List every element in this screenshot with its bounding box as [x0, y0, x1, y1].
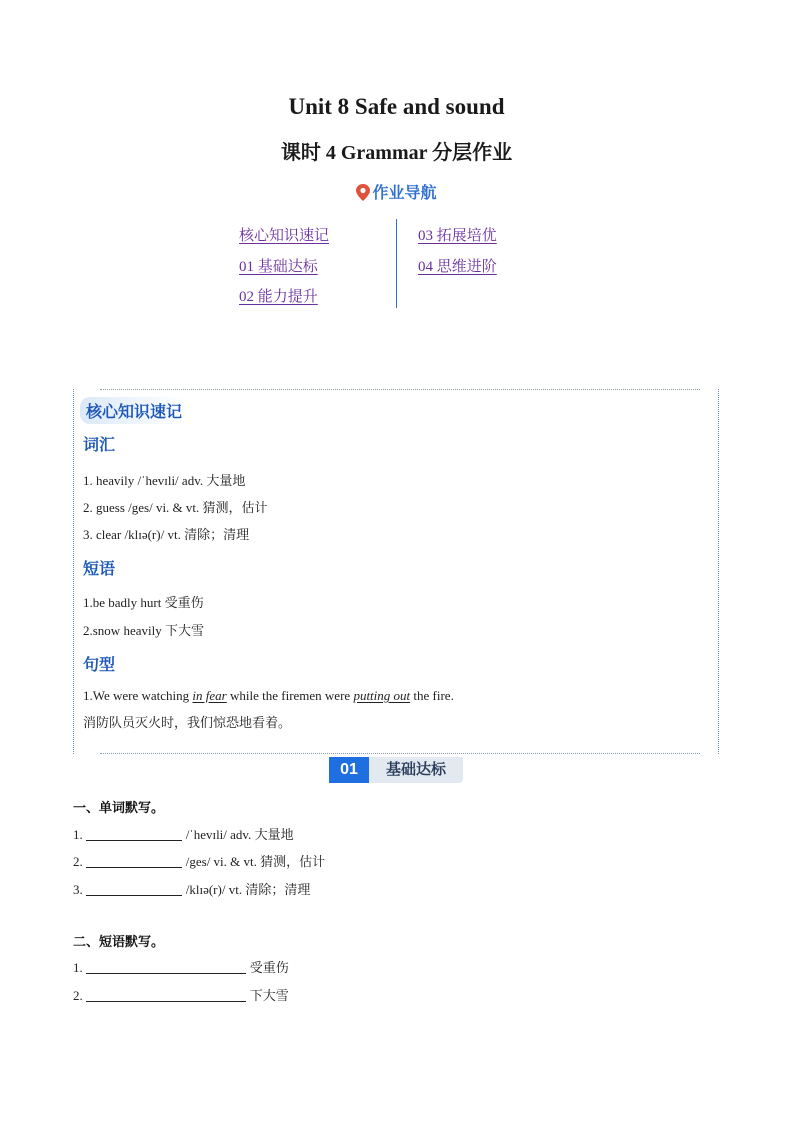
phrase-item: 1.be badly hurt 受重伤 — [83, 595, 204, 610]
box-bottom-border — [100, 753, 700, 754]
exercise-item: 2. 下大雪 — [73, 988, 289, 1003]
nav-link-core-knowledge[interactable]: 核心知识速记 — [239, 228, 330, 244]
sentence-translation: 消防队员灭火时，我们惊恐地看着。 — [83, 715, 292, 730]
exercise-item: 1. 受重伤 — [73, 960, 289, 975]
nav-divider — [396, 219, 397, 308]
vocab-item: 1. heavily /ˈhevɪli/ adv. 大量地 — [83, 473, 246, 488]
answer-blank[interactable] — [86, 828, 182, 841]
vocab-item: 2. guess /ges/ vi. & vt. 猜测，估计 — [83, 500, 268, 515]
exercise-heading: 二、短语默写。 — [73, 934, 165, 949]
nav-link-ability[interactable]: 02 能力提升 — [239, 289, 318, 305]
phrase-heading: 短语 — [83, 561, 116, 578]
nav-link-basic[interactable]: 01 基础达标 — [239, 259, 318, 275]
location-pin-icon — [356, 184, 370, 206]
answer-blank[interactable] — [86, 855, 182, 868]
nav-link-thinking[interactable]: 04 思维进阶 — [418, 259, 497, 275]
section-badge-basic — [329, 757, 463, 783]
nav-heading — [0, 180, 793, 206]
exercise-item: 1. /ˈhevɪli/ adv. 大量地 — [73, 827, 294, 842]
exercise-heading: 一、单词默写。 — [73, 800, 165, 815]
nav-link-extension[interactable]: 03 拓展培优 — [418, 228, 497, 244]
answer-blank[interactable] — [86, 883, 182, 896]
page-subtitle: 课时 4 Grammar 分层作业 — [280, 142, 513, 164]
vocab-heading: 词汇 — [83, 437, 116, 454]
box-top-border — [100, 389, 700, 390]
underlined-phrase: putting out — [353, 688, 411, 703]
sentence-pattern: 1.We were watching in fear while the firemen were putting out the fire. — [83, 688, 454, 703]
phrase-item: 2.snow heavily 下大雪 — [83, 623, 204, 638]
nav-heading-label: 作业导航 — [372, 185, 437, 202]
vocab-item: 3. clear /klɪə(r)/ vt. 清除；清理 — [83, 527, 250, 542]
answer-blank[interactable] — [86, 989, 246, 1002]
underlined-phrase: in fear — [192, 688, 227, 703]
badge-number: 01 — [329, 757, 369, 783]
sentence-heading: 句型 — [83, 657, 116, 674]
answer-blank[interactable] — [86, 961, 246, 974]
badge-label: 基础达标 — [369, 757, 463, 783]
core-knowledge-title: 核心知识速记 — [80, 397, 188, 424]
exercise-item: 3. /klɪə(r)/ vt. 清除；清理 — [73, 882, 311, 897]
exercise-item: 2. /ges/ vi. & vt. 猜测，估计 — [73, 854, 326, 869]
page-title: Unit 8 Safe and sound — [288, 94, 505, 119]
